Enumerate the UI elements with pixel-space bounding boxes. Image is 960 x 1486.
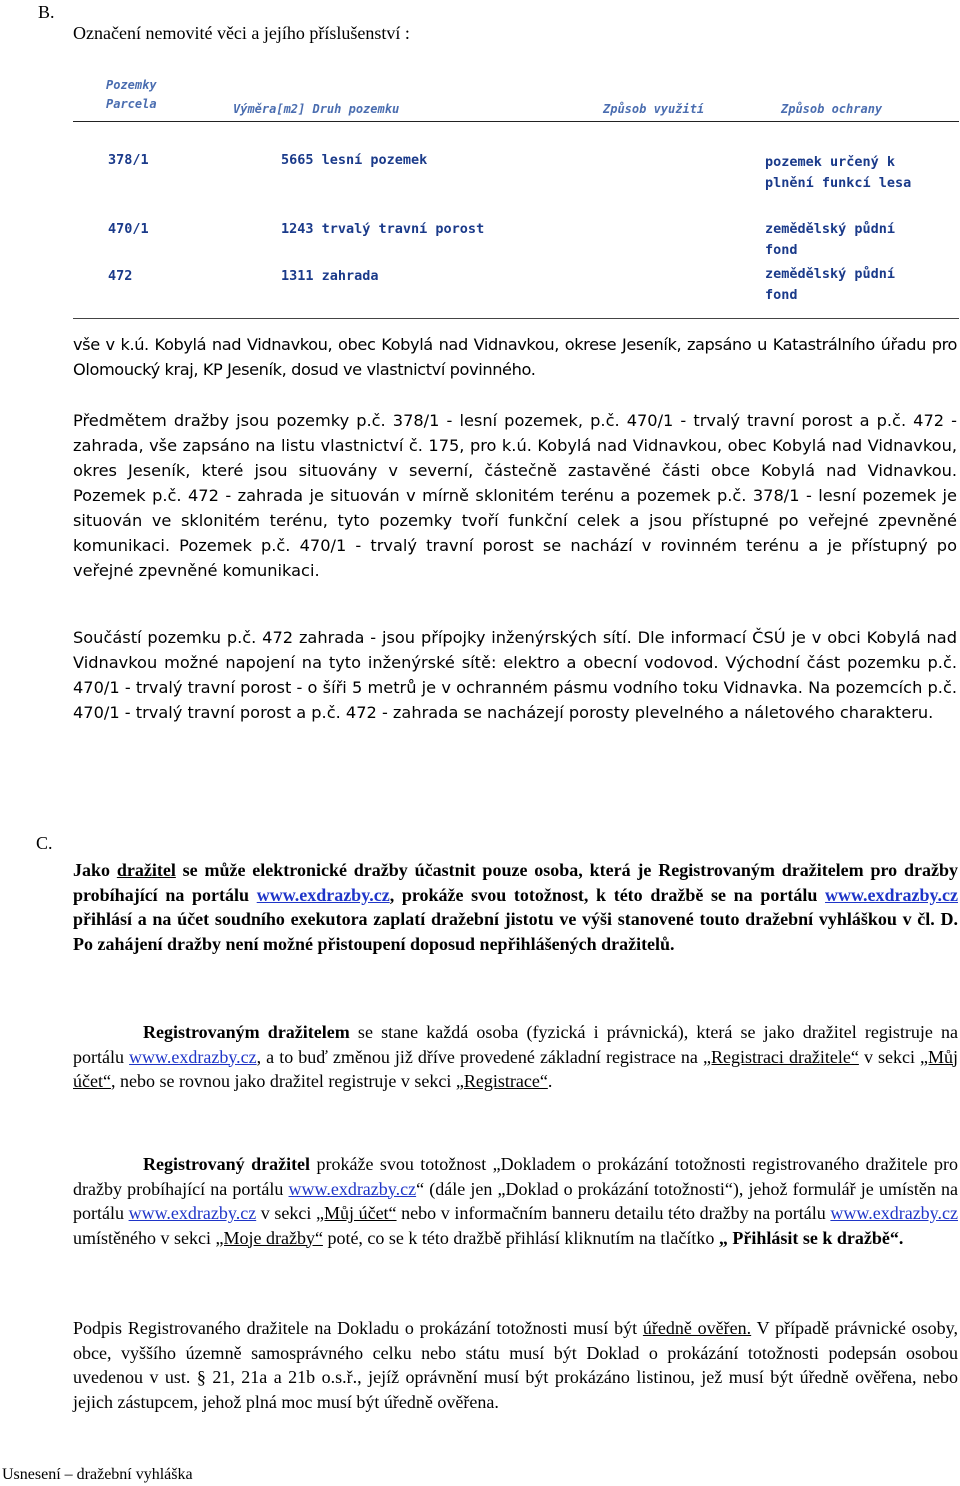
row2-area-type: 1243 trvalý travní porost — [281, 221, 485, 237]
button-reference: „ Přihlásit se k dražbě“. — [718, 1227, 904, 1248]
text: “ (dále jen „Doklad o prokázání totožnosti“), jehož formulář je umístěn na portálu — [73, 1178, 958, 1223]
row1-area-type: 5665 lesní pozemek — [281, 152, 428, 168]
paragraph-components: Součástí pozemku p.č. 472 zahrada - jsou přípojky inženýrských sítí. Dle informací ČSÚ je v obci Kobylá nad Vidnavkou možné napojení na tyto inženýrské sítě: elektro a obecní vodovod. Východní část pozemku p.č. 470/1 - trvalý travní porost - o šíři 5 metrů je v ochranném pásmu vodního toku Vidnavka. Na pozemcích p.č. 470/1 - trvalý travní porost a p.č. 472 - zahrada se nacházejí porosty plevelného a náletového charakteru. — [73, 628, 957, 722]
row2-protection-l1: zemědělský půdní — [765, 221, 896, 237]
exdrazby-link[interactable]: www.exdrazby.cz — [288, 1178, 417, 1199]
section-letter-c: C. — [36, 833, 53, 853]
row3-protection-l2: fond — [765, 287, 798, 303]
text: v sekci — [858, 1046, 920, 1067]
header-parcel: Parcela — [106, 97, 157, 111]
text: nebo v informačním banneru detailu této dražby na portálu — [396, 1203, 831, 1223]
section-name: „Registrace“ — [455, 1071, 548, 1091]
text: se stane každá osoba (fyzická i právnická), která se jako dražitel registruje na portálu — [73, 1022, 958, 1067]
exdrazby-link[interactable]: www.exdrazby.cz — [129, 1046, 257, 1067]
section-name: „Moje dražby“ — [215, 1227, 323, 1248]
row1-protection-l2: plnění funkcí lesa — [765, 175, 912, 191]
text-dražitel: dražitel — [116, 860, 176, 880]
text: Jako — [73, 860, 117, 880]
paragraph-bidder-eligibility — [73, 858, 958, 956]
row1-parcel: 378/1 — [108, 152, 149, 168]
section-heading: Označení nemovité věci a jejího příslušenství : — [73, 23, 410, 43]
text: přihlásí a na účet soudního exekutora zaplatí dražební jistotu ve výši stanovené touto dražební vyhláškou v čl. D. Po zahájení dražby není možné přistoupení doposud nepřihlášených dražitelů. — [73, 909, 958, 954]
header-protection: Způsob ochrany — [781, 102, 883, 116]
bold-term: Registrovaný dražitel — [143, 1154, 311, 1174]
paragraph-signature — [73, 1316, 958, 1414]
row2-parcel: 470/1 — [108, 221, 149, 237]
paragraph-identity-proof — [73, 1152, 958, 1250]
paragraph-subject: Předmětem dražby jsou pozemky p.č. 378/1 - lesní pozemek, p.č. 470/1 - trvalý travní porost a p.č. 472 - zahrada, vše zapsáno na listu vlastnictví č. 175, pro k.ú. Kobylá nad Vidnavkou, obec Kobylá nad Vidnavkou, okres Jeseník, které jsou situovány v severní, částečně zastavěné části obce Kobylá nad Vidnavkou. Pozemek p.č. 472 - zahrada je situován v mírně sklonitém terénu a pozemek p.č. 378/1 - lesní pozemek je situován ve sklonitém terénu, tyto pozemky tvoří funkční celek a jsou přístupné po veřejné zpevněné komunikaci. Pozemek p.č. 470/1 - trvalý travní porost se nachází v rovinném terénu a je přístupný po veřejné zpevněné komunikaci. — [73, 411, 957, 580]
cadastral-table-image — [73, 74, 959, 319]
text: poté, co se k této dražbě přihlásí kliknutím na tlačítko — [322, 1227, 719, 1248]
exdrazby-link[interactable]: www.exdrazby.cz — [128, 1203, 257, 1223]
table-divider — [73, 121, 959, 122]
section-letter-b: B. — [38, 2, 55, 22]
text: . — [547, 1071, 553, 1091]
text: v sekci — [256, 1203, 316, 1223]
section-name: „Můj účet“ — [315, 1203, 397, 1223]
row1-protection-l1: pozemek určený k — [765, 154, 896, 170]
paragraph-location: vše v k.ú. Kobylá nad Vidnavkou, obec Kobylá nad Vidnavkou, okrese Jeseník, zapsáno u Katastrálního úřadu pro Olomoucký kraj, KP Jeseník, dosud ve vlastnictví povinného. — [73, 335, 957, 379]
text: prokáže svou totožnost „Dokladem o prokázání totožnosti registrovaného dražitele pro dražby probíhající na portálu — [73, 1154, 959, 1199]
text: umístěného v sekci — [73, 1227, 216, 1248]
row3-protection-l1: zemědělský půdní — [765, 266, 896, 282]
bold-term: Registrovaným dražitelem — [143, 1022, 350, 1042]
exdrazby-link[interactable]: www.exdrazby.cz — [256, 884, 390, 905]
row3-area-type: 1311 zahrada — [281, 268, 379, 284]
section-name: „Můj účet“ — [73, 1046, 958, 1091]
text: Podpis Registrovaného dražitele na Dokladu o prokázání totožnosti musí být — [73, 1318, 643, 1338]
paragraph-registration — [73, 1020, 958, 1094]
exdrazby-link[interactable]: www.exdrazby.cz — [830, 1203, 958, 1223]
text: , nebo se rovnou jako dražitel registruje v sekci — [110, 1071, 456, 1091]
text: , a to buď změnou již dříve provedené základní registrace na — [256, 1046, 703, 1067]
header-use: Způsob využití — [603, 102, 705, 116]
underlined-text: úředně ověřen. — [642, 1318, 752, 1338]
text: , prokáže svou totožnost, k této dražbě se na portálu — [389, 884, 826, 905]
exdrazby-link[interactable]: www.exdrazby.cz — [825, 884, 958, 905]
row2-protection-l2: fond — [765, 242, 798, 258]
section-name: „Registraci dražitele“ — [702, 1046, 859, 1067]
text: V případě právnické osoby, obce, vyššího územně samosprávného celku nebo státu musí být Doklad o prokázání totožnosti podepsán osobou uvedenou v ust. § 21, 21a a 21b o.s.ř., jejíž oprávnění musí být prokázáno listinou, jež musí být úředně ověřena, nebo jejich zástupcem, jehož plná moc musí být úředně ověřena. — [73, 1318, 958, 1412]
header-area-type: Výměra[m2] Druh pozemku — [233, 102, 400, 116]
text: se může elektronické dražby účastnit pouze osoba, která je Registrovaným dražitelem pro dražby probíhající na portálu — [73, 860, 958, 905]
table-group-label: Pozemky — [106, 78, 157, 92]
page-footer: Usnesení – dražební vyhláška — [2, 1466, 193, 1483]
row3-parcel: 472 — [108, 268, 133, 284]
